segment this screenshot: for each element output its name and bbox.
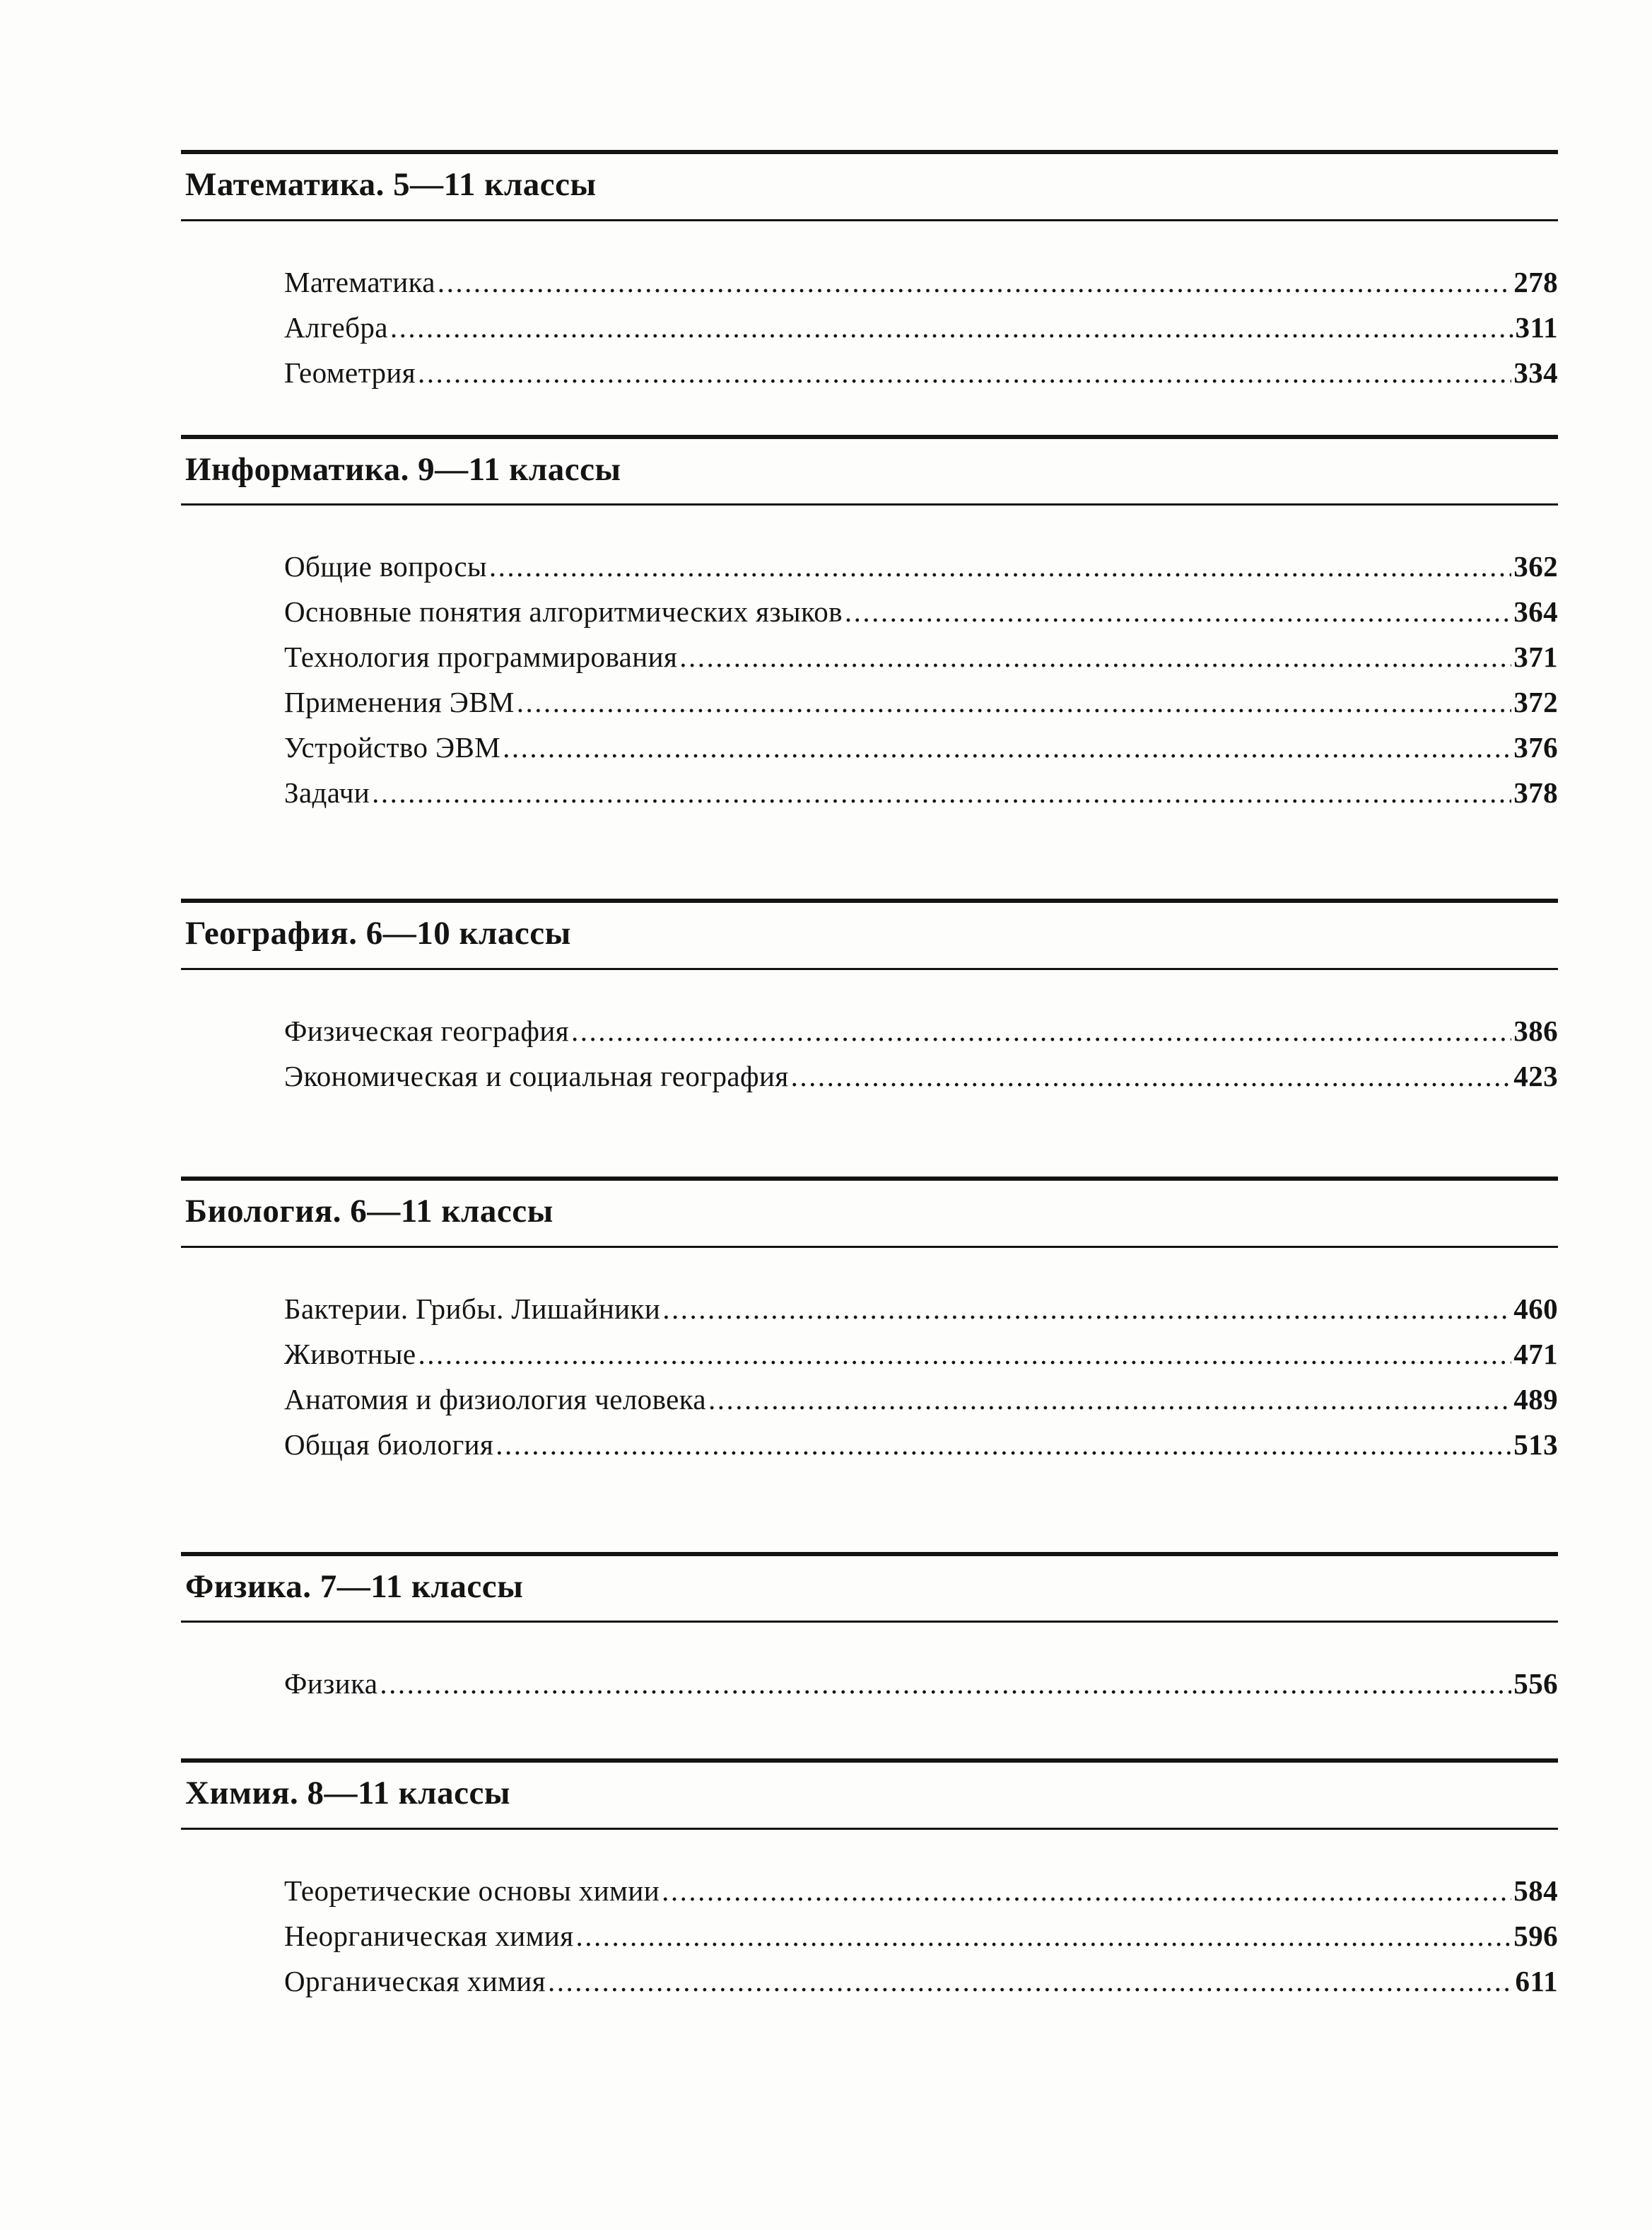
dot-leader-decoration xyxy=(390,305,1513,350)
section-entries xyxy=(181,544,1558,815)
entry-page-number: 611 xyxy=(1515,1965,1558,1998)
toc-entry xyxy=(284,1868,1558,1913)
toc-entry xyxy=(284,259,1558,305)
toc-section xyxy=(181,150,1558,395)
section-header xyxy=(181,1758,1558,1830)
entry-page-number: 584 xyxy=(1513,1874,1558,1908)
section-entries xyxy=(181,1868,1558,2004)
section-title: Биология. 6—11 классы xyxy=(185,1193,553,1230)
section-header xyxy=(181,1177,1558,1248)
toc-entry xyxy=(284,350,1558,395)
section-header xyxy=(181,1552,1558,1623)
entry-page-number: 278 xyxy=(1513,265,1558,298)
toc-entry xyxy=(284,1377,1558,1422)
entry-page-number: 378 xyxy=(1513,776,1558,810)
section-header xyxy=(181,899,1558,970)
toc-entry xyxy=(284,589,1558,634)
section-title: Математика. 5—11 классы xyxy=(185,166,597,203)
dot-leader-decoration xyxy=(438,259,1511,305)
entry-label: Общие вопросы xyxy=(284,550,487,583)
toc-entry xyxy=(284,1008,1558,1053)
entry-label: Животные xyxy=(284,1337,416,1370)
section-header xyxy=(181,150,1558,221)
dot-leader-decoration xyxy=(489,544,1511,589)
dot-leader-decoration xyxy=(679,634,1511,679)
entry-page-number: 556 xyxy=(1513,1667,1558,1700)
section-title: Физика. 7—11 классы xyxy=(185,1568,524,1605)
entry-label: Геометрия xyxy=(284,356,416,389)
dot-leader-decoration xyxy=(662,1868,1511,1913)
entry-page-number: 471 xyxy=(1513,1337,1558,1370)
dot-leader-decoration xyxy=(418,1331,1512,1377)
dot-leader-decoration xyxy=(791,1053,1512,1099)
entry-label: Неорганическая химия xyxy=(284,1920,574,1953)
entry-label: Математика xyxy=(284,265,435,298)
toc-section xyxy=(181,899,1558,1099)
entry-label: Физика xyxy=(284,1667,378,1700)
toc-entry xyxy=(284,725,1558,770)
dot-leader-decoration xyxy=(845,589,1511,634)
entry-page-number: 489 xyxy=(1513,1382,1558,1415)
toc-section xyxy=(181,435,1558,816)
section-entries xyxy=(181,1008,1558,1099)
entry-page-number: 423 xyxy=(1513,1060,1558,1093)
entry-label: Основные понятия алгоритмических языков xyxy=(284,595,843,629)
toc-entry xyxy=(284,544,1558,589)
toc-entry xyxy=(284,1422,1558,1467)
entry-label: Применения ЭВМ xyxy=(284,686,515,719)
entry-label: Задачи xyxy=(284,776,370,810)
entry-page-number: 334 xyxy=(1513,356,1558,389)
dot-leader-decoration xyxy=(496,1422,1511,1467)
dot-leader-decoration xyxy=(662,1286,1511,1331)
dot-leader-decoration xyxy=(708,1377,1511,1422)
section-entries xyxy=(181,1286,1558,1467)
toc-entry xyxy=(284,305,1558,350)
toc-entry xyxy=(284,634,1558,679)
toc-entry xyxy=(284,1331,1558,1377)
entry-label: Органическая химия xyxy=(284,1965,546,1998)
dot-leader-decoration xyxy=(548,1958,1513,2004)
toc-entry xyxy=(284,1913,1558,1958)
entry-label: Общая биология xyxy=(284,1428,494,1461)
entry-page-number: 371 xyxy=(1513,641,1558,674)
entry-page-number: 513 xyxy=(1513,1428,1558,1461)
toc-section xyxy=(181,1552,1558,1707)
section-title: Информатика. 9—11 классы xyxy=(185,450,621,488)
entry-label: Физическая география xyxy=(284,1015,569,1048)
entry-label: Алгебра xyxy=(284,310,388,344)
entry-label: Экономическая и социальная география xyxy=(284,1060,789,1093)
toc-entry xyxy=(284,1958,1558,2004)
entry-page-number: 386 xyxy=(1513,1015,1558,1048)
section-title: География. 6—10 классы xyxy=(185,915,571,952)
dot-leader-decoration xyxy=(372,770,1511,815)
section-entries xyxy=(181,259,1558,395)
table-of-contents xyxy=(181,150,1558,2004)
section-title: Химия. 8—11 классы xyxy=(185,1775,511,1812)
toc-entry xyxy=(284,1661,1558,1706)
section-header xyxy=(181,435,1558,506)
entry-page-number: 364 xyxy=(1513,595,1558,629)
entry-page-number: 460 xyxy=(1513,1292,1558,1325)
entry-page-number: 376 xyxy=(1513,731,1558,764)
entry-label: Технология программирования xyxy=(284,641,678,674)
dot-leader-decoration xyxy=(380,1661,1511,1706)
entry-page-number: 596 xyxy=(1513,1920,1558,1953)
entry-page-number: 362 xyxy=(1513,550,1558,583)
section-entries xyxy=(181,1661,1558,1706)
dot-leader-decoration xyxy=(418,350,1511,395)
entry-label: Анатомия и физиология человека xyxy=(284,1382,706,1415)
toc-section xyxy=(181,1177,1558,1467)
entry-page-number: 311 xyxy=(1515,310,1558,344)
entry-label: Бактерии. Грибы. Лишайники xyxy=(284,1292,661,1325)
toc-entry xyxy=(284,1053,1558,1099)
entry-label: Устройство ЭВМ xyxy=(284,731,501,764)
toc-entry xyxy=(284,770,1558,815)
dot-leader-decoration xyxy=(503,725,1511,770)
dot-leader-decoration xyxy=(517,679,1512,725)
toc-entry xyxy=(284,1286,1558,1331)
entry-page-number: 372 xyxy=(1513,686,1558,719)
dot-leader-decoration xyxy=(576,1913,1512,1958)
toc-section xyxy=(181,1758,1558,2004)
entry-label: Теоретические основы химии xyxy=(284,1874,660,1908)
dot-leader-decoration xyxy=(571,1008,1511,1053)
toc-entry xyxy=(284,679,1558,725)
